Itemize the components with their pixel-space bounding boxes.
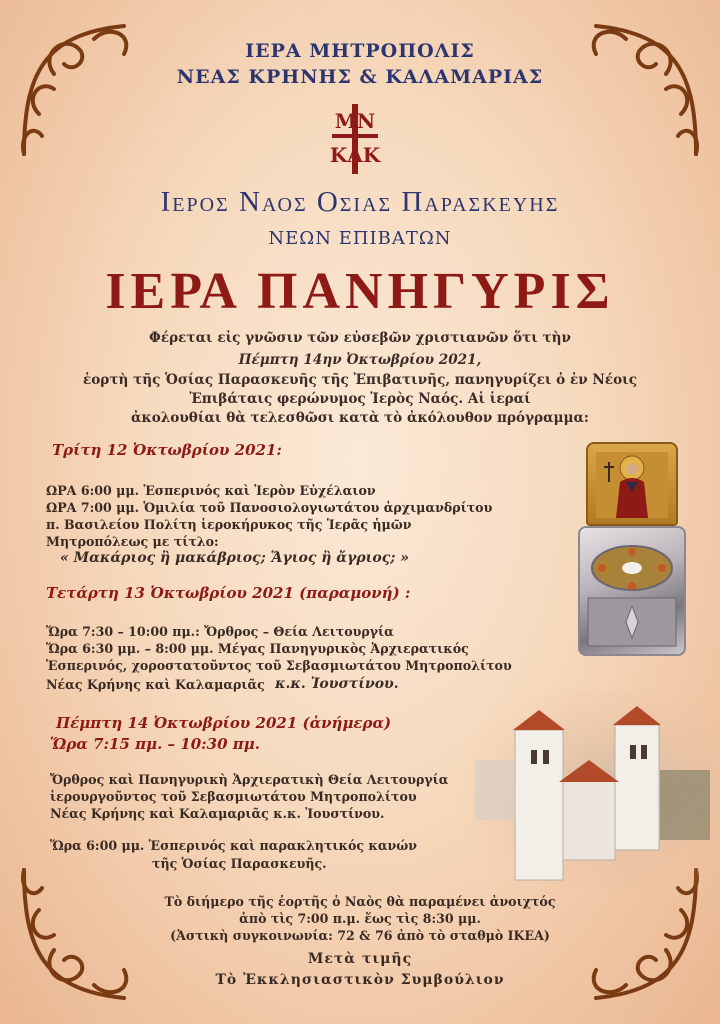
footer-line-2: ἀπὸ τὶς 7:00 π.μ. ἕως τὶς 8:30 μμ. [239,911,481,926]
day3-time: Ὥρα 7:15 πμ. – 10:30 πμ. [50,735,260,753]
corner-ornament-top-left [14,14,164,164]
day2-line-3: Ἑσπερινός, χοροστατοῦντος τοῦ Σεβασμιωτάτου Μητροπολίτου [46,658,512,673]
metropolis-title: ΙΕΡΑ ΜΗΤΡΟΠΟΛΙΣ [245,40,475,62]
feast-title: ΙΕΡΑ ΠΑΝΗΓΥΡΙΣ [105,263,615,320]
day3-line-1: Ὄρθρος καὶ Πανηγυρικὴ Ἀρχιερατικὴ Θεία Λειτουργία [50,772,449,787]
day2-line-2: Ὥρα 6:30 μμ. – 8:00 μμ. Μέγας Πανηγυρικὸς Ἀρχιερατικός [46,641,469,656]
footer-line-1: Τὸ διήμερο τῆς ἑορτῆς ὁ Ναὸς θὰ παραμένει ἀνοιχτός [164,894,556,909]
metropolis-monogram [322,104,388,174]
temple-subtitle: ΝΕΩΝ ΕΠΙΒΑΤΩΝ [268,228,452,249]
footer-regards: Μετὰ τιμῆς [307,951,413,967]
intro-line-3: ἑορτὴ τῆς Ὁσίας Παρασκευῆς τῆς Ἐπιβατινῆς, πανηγυρίζει ὁ ἐν Νέοις [82,372,638,388]
footer-signature: Τὸ Ἐκκλησιαστικὸν Συμβούλιον [215,972,505,988]
intro-date: Πέμπτη 14ην Ὀκτωβρίου 2021, [238,352,482,368]
day3-line-3: Νέας Κρήνης καὶ Καλαμαριᾶς κ.κ. Ἰουστίνου. [50,806,385,821]
day2-line-1: Ὥρα 7:30 – 10:00 πμ.: Ὄρθρος – Θεία Λειτουργία [46,624,394,639]
day3-line-2: ἱερουργοῦντος τοῦ Σεβασμιωτάτου Μητροπολίτου [50,789,417,804]
day2-line-4: Νέας Κρήνης καὶ Καλαμαριᾶς [46,677,265,692]
day3-heading: Πέμπτη 14 Ὀκτωβρίου 2021 (ἀνήμερα) [56,714,392,732]
corner-ornament-top-right [556,14,706,164]
saint-figure-icon [596,452,668,518]
monogram-top-letters: ΜΝ [334,109,376,133]
day2-metropolitan: κ.κ. Ἰουστίνου. [275,676,399,692]
reliquary-image [578,526,686,656]
day1-lecture-title: « Μακάριος ἢ μακάβριος; Ἅγιος ἢ ἄγριος; » [60,550,410,566]
monogram-bottom-letters: ΚΑΚ [329,143,381,167]
day2-heading: Τετάρτη 13 Ὀκτωβρίου 2021 (παραμονή) : [46,584,411,602]
church-image [455,690,720,890]
day1-line-4: Μητροπόλεως με τίτλο: [46,534,219,549]
day1-heading: Τρίτη 12 Ὀκτωβρίου 2021: [52,441,282,459]
footer-line-3: (Ἀστικὴ συγκοινωνία: 72 & 76 ἀπὸ τὸ σταθμὸ ΙΚΕΑ) [170,928,550,943]
saint-icon-image [586,442,678,526]
day3-line-4: Ὥρα 6:00 μμ. Ἑσπερινός καὶ παρακλητικός κανών [50,838,418,853]
intro-line-4: Ἐπιβάταις φερώνυμος Ἱερὸς Ναός. Αἱ ἱεραί [189,391,531,407]
day1-line-3: π. Βασιλείου Πολίτη ἱεροκήρυκος τῆς Ἱερᾶς ἡμῶν [46,517,412,532]
day1-line-1: ΩΡΑ 6:00 μμ. Ἑσπερινός καὶ Ἱερὸν Εὐχέλαιον [46,483,376,498]
intro-line-5: ἀκολουθίαι θὰ τελεσθῶσι κατὰ τὸ ἀκόλουθον πρόγραμμα: [131,410,589,426]
metropolis-subtitle: ΝΕΑΣ ΚΡΗΝΗΣ & ΚΑΛΑΜΑΡΙΑΣ [176,66,544,88]
temple-name: Ιερος Ναος Οσιας Παρασκευης [160,186,560,218]
day3-line-5: τῆς Ὁσίας Παρασκευῆς. [152,856,327,871]
intro-line-1: Φέρεται εἰς γνῶσιν τῶν εὐσεβῶν χριστιανῶν ὅτι τὴν [149,330,571,346]
day1-line-2: ΩΡΑ 7:00 μμ. Ὁμιλία τοῦ Πανοσιολογιωτάτου ἀρχιμανδρίτου [46,500,493,515]
